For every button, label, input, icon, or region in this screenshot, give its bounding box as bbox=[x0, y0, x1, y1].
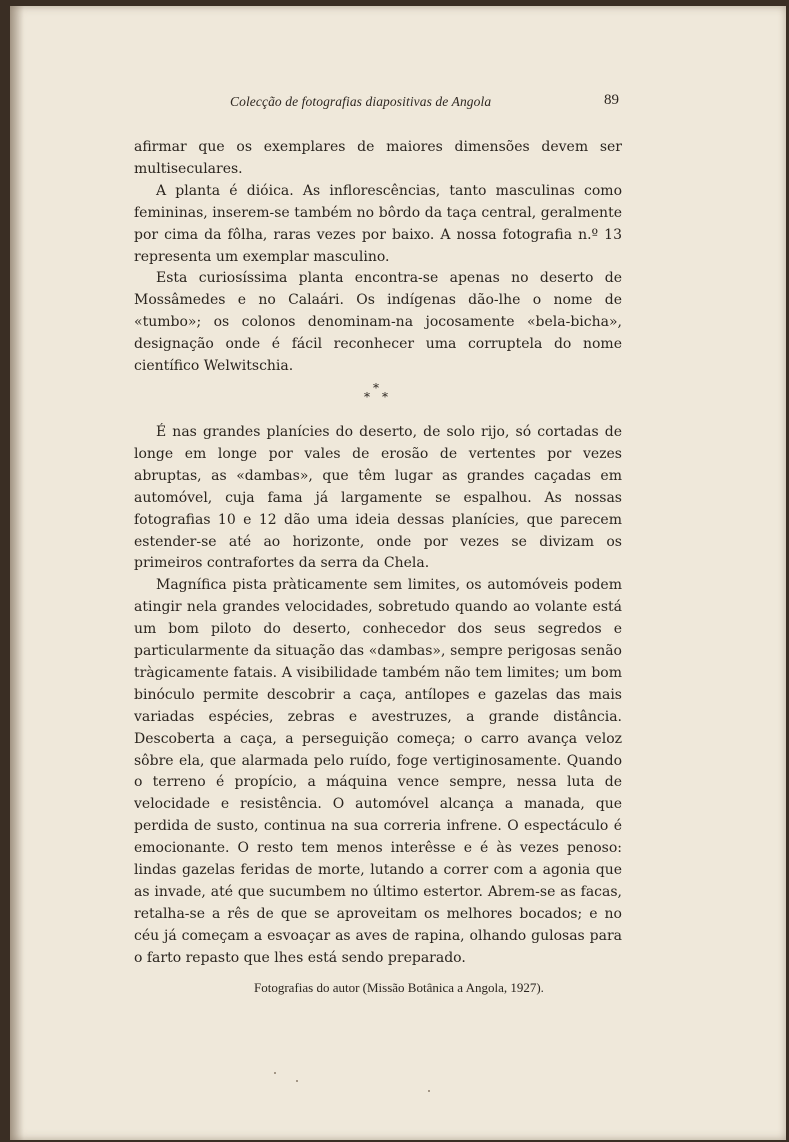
asterism-divider bbox=[134, 378, 622, 422]
asterism-star-top: * bbox=[373, 380, 379, 395]
body-text bbox=[134, 137, 622, 970]
running-title: Colecção de fotografias diapositivas de Angola bbox=[230, 94, 492, 109]
paragraph-hunting: Magnífica pista pràticamente sem limites, os automóveis podem atingir nela grandes velocidades, sobretudo quando ao volante está um bom piloto do deserto, conhecedor dos seus segredos e particularmente da situação das «dambas», sempre perigosas senão tràgicamente fatais. A visibilidade também não tem limites; um bom binóculo permite descobrir a caça, antílopes e gazelas das mais variadas espécies, zebras e avestruzes, a grande distância. Descoberta a caça, a perseguição começa; o carro avança veloz sôbre ela, que alarmada pelo ruído, foge vertiginosamente. Quando o terreno é propício, a máquina vence sempre, nessa luta de velocidade e resistência. O automóvel alcança a manada, que perdida de susto, continua na sua correria infrene. O espectáculo é emocionante. O resto tem menos interêsse e é às vezes penoso: lindas gazelas feridas de morte, lutando a correr com a agonia que as invade, até que sucumbem no último estertor. Abrem-se as facas, retalha-se a rês de que se aproveitam os melhores bocados; e no céu já começam a esvoaçar as aves de rapina, olhando gulosas para o farto repasto que lhes está sendo preparado. bbox=[134, 577, 622, 966]
paragraph-plant-names: Esta curiosíssima planta encontra-se apenas no deserto de Mossâmedes e no Calaári. Os indígenas dão-lhe o nome de «tumbo»; os colonos denominam-na jocosamente «bela-bicha», designação onde é fácil reconhecer uma corruptela do nome científico Welwitschia. bbox=[134, 270, 622, 375]
paragraph-desert-plains: É nas grandes planícies do deserto, de solo rijo, só cortadas de longe em longe por vales de erosão de vertentes por vezes abruptas, as «dambas», que têm lugar as grandes caçadas em automóvel, cuja fama já largamente se espalhou. As nossas fotografias 10 e 12 dão uma ideia dessas planícies, que parecem estender-se até ao horizonte, onde por vezes se divizam os primeiros contrafortes da serra da Chela. bbox=[134, 423, 622, 572]
book-page bbox=[10, 6, 786, 1140]
paragraph-plant-dioecious: A planta é dióica. As inflorescências, tanto masculinas como femininas, inserem-se também no bôrdo da taça central, geralmente por cima da fôlha, raras vezes por baixo. A nossa fotografia n.º 13 representa um exemplar masculino. bbox=[134, 182, 622, 265]
paper-speck bbox=[428, 1090, 430, 1092]
asterism-star-right: * bbox=[382, 389, 388, 404]
photo-credit: Fotografias do autor (Missão Botânica a Angola, 1927). bbox=[254, 980, 544, 995]
spine-shadow bbox=[10, 6, 24, 1140]
paragraph-continuation: afirmar que os exemplares de maiores dimensões devem ser multiseculares. bbox=[134, 139, 622, 177]
page-number: 89 bbox=[604, 92, 619, 108]
asterism-star-left: * bbox=[364, 389, 370, 404]
paper-speck bbox=[274, 1072, 276, 1074]
running-head bbox=[10, 90, 786, 112]
paper-speck bbox=[296, 1080, 298, 1082]
